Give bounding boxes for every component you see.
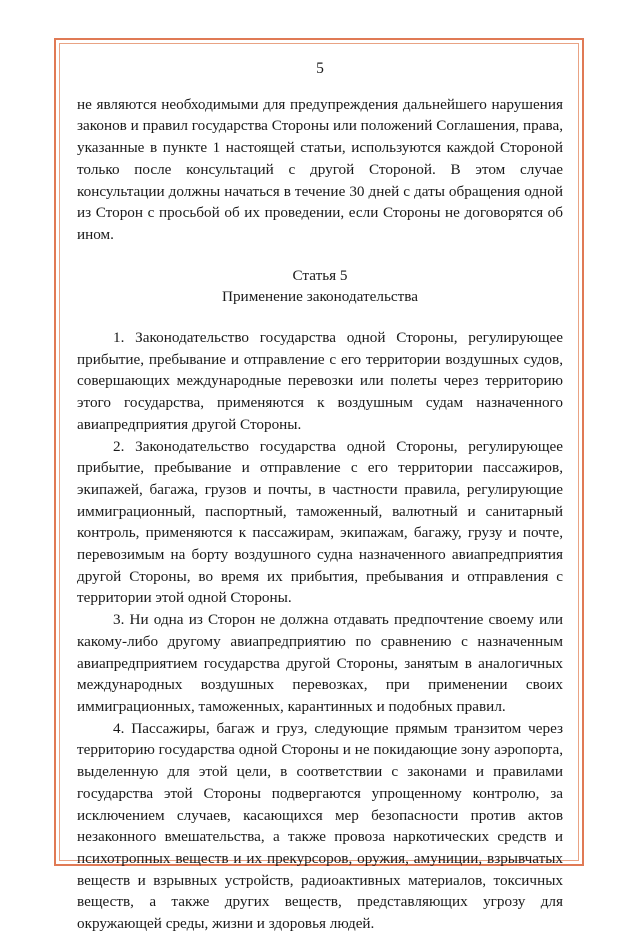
intro-paragraph: не являются необходимыми для предупреждения дальнейшего нарушения законов и правил государства Стороны или положений Соглашения, права, указанные в пункте 1 настоящей статьи, используются каждой Стороной только после консультаций с другой Стороной. В этом случае консультации должны начаться в течение 30 дней с даты обращения одной из Сторон с просьбой об их проведении, если Стороны не договорятся об ином. <box>77 95 563 243</box>
article-heading: Статья 5 <box>292 266 348 284</box>
article-paragraph-4: 4. Пассажиры, багаж и груз, следующие прямым транзитом через территорию государства одной Стороны и не покидающие зону аэропорта, выделенную для этой цели, в соответствии с законами и правилами государства этой Стороны подвергаются упрощенному контролю, за исключением случаев, касающихся мер безопасности против актов незаконного вмешательства, а также провоза наркотических средств и психотропных веществ и их прекурсоров, оружия, амуниции, взрывчатых веществ и взрывных устройств, радиоактивных материалов, токсичных веществ, а также других веществ, представляющих угрозу для окружающей среды, жизни и здоровья людей. <box>77 719 563 933</box>
article-title: Применение законодательства <box>222 288 418 306</box>
article-paragraph-3: 3. Ни одна из Сторон не должна отдавать предпочтение своему или какому-либо другому авиапредприятию по сравнению с назначенным авиапредприятием государства другой Стороны, занятым в аналогичных международных воздушных перевозках, при применении своих иммиграционных, таможенных, карантинных и подобных правил. <box>77 611 563 715</box>
article-paragraph-2: 2. Законодательство государства одной Стороны, регулирующее прибытие, пребывание и отправление с его территории пассажиров, экипажей, багажа, грузов и почты, в частности правила, регулирующие иммиграционный, паспортный, таможенный, валютный и санитарный контроль, применяются к пассажирам, экипажам, багажу, грузу и почте, перевозимым на борту воздушного судна назначенного авиапредприятия другой Стороны, во время их прибытия, пребывания и отправления с территории этой одной Стороны. <box>77 437 563 607</box>
page-number: 5 <box>316 60 324 77</box>
article-paragraph-1: 1. Законодательство государства одной Стороны, регулирующее прибытие, пребывание и отправление с его территории воздушных судов, совершающих международные перевозки или полеты через территорию этого государства, применяются к воздушным судам назначенного авиапредприятия другой Стороны. <box>77 329 563 433</box>
document-page <box>77 58 563 935</box>
